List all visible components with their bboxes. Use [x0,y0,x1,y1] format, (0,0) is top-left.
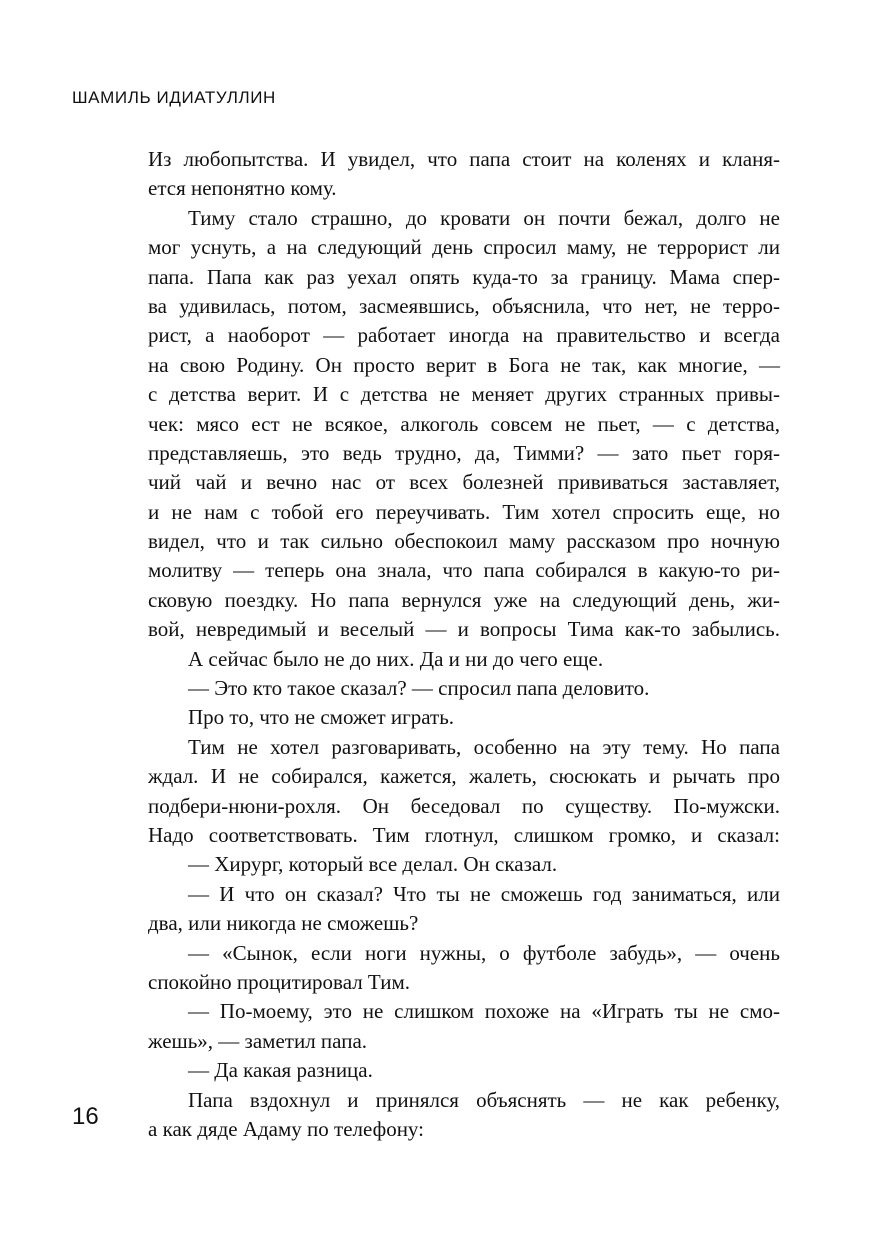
text-line: Надо соответствовать. Тим глотнул, слишком громко, и сказал: [148,822,780,847]
text-line: спокойно процитировал Тим. [148,969,411,994]
text-line: видел, что и так сильно обеспокоил маму рассказом про ночную [148,529,780,554]
text-line: ется непонятно кому. [148,176,337,201]
text-line: на свою Родину. Он просто верит в Бога не так, как многие, — [148,352,780,377]
text-line: представляешь, это ведь трудно, да, Тимми? — зато пьет горя- [148,440,780,465]
text-line: чий чай и вечно нас от всех болезней прививаться заставляет, [148,470,780,495]
page-number: 16 [72,1103,99,1130]
text-line: Тим не хотел разговаривать, особенно на эту тему. Но папа [188,734,780,759]
text-line: — Да какая разница. [188,1058,373,1083]
text-line: чек: мясо ест не всякое, алкоголь совсем не пьет, — с детства, [148,411,780,436]
body-text [148,145,780,1144]
text-line: — Хирург, который все делал. Он сказал. [188,852,558,877]
text-line: и не нам с тобой его переучивать. Тим хотел спросить еще, но [148,499,780,524]
text-line: мог уснуть, а на следующий день спросил маму, не террорист ли [148,235,780,260]
text-line: папа. Папа как раз уехал опять куда-то за границу. Мама спер- [148,264,780,289]
text-line: ждал. И не собирался, кажется, жалеть, сюсюкать и рычать про [148,764,780,789]
text-line: — И что он сказал? Что ты не сможешь год заниматься, или [188,881,780,906]
text-line: сковую поездку. Но папа вернулся уже на следующий день, жи- [148,587,780,612]
text-line: Про то, что не сможет играть. [188,705,455,730]
text-line: а как дяде Адаму по телефону: [148,1116,424,1141]
text-line: — Это кто такое сказал? — спросил папа деловито. [188,676,650,701]
text-line: Из любопытства. И увидел, что папа стоит на коленях и кланя- [148,147,780,171]
text-line: два, или никогда не сможешь? [148,911,419,936]
text-line: Папа вздохнул и принялся объяснять — не как ребенку, [188,1087,780,1112]
running-title: ШАМИЛЬ ИДИАТУЛЛИН [72,88,276,107]
text-line: жешь», — заметил папа. [148,1028,368,1053]
text-line: вой, невредимый и веселый — и вопросы Тима как-то забылись. [148,617,780,642]
text-line: молитву — теперь она знала, что папа собирался в какую-то ри- [148,558,780,583]
text-line: с детства верит. И с детства не меняет других странных привы- [148,382,780,407]
text-line: Тиму стало страшно, до кровати он почти бежал, долго не [188,205,780,230]
text-line: подбери-нюни-рохля. Он беседовал по существу. По-мужски. [148,793,780,818]
text-line: А сейчас было не до них. Да и ни до чего еще. [188,646,604,671]
text-line: — По-моему, это не слишком похоже на «Играть ты не смо- [188,999,780,1024]
text-line: рист, а наоборот — работает иногда на правительство и всегда [148,323,780,348]
text-line: ва удивилась, потом, засмеявшись, объяснила, что нет, не терро- [148,293,780,318]
text-line: — «Сынок, если ноги нужны, о футболе забудь», — очень [188,940,780,965]
